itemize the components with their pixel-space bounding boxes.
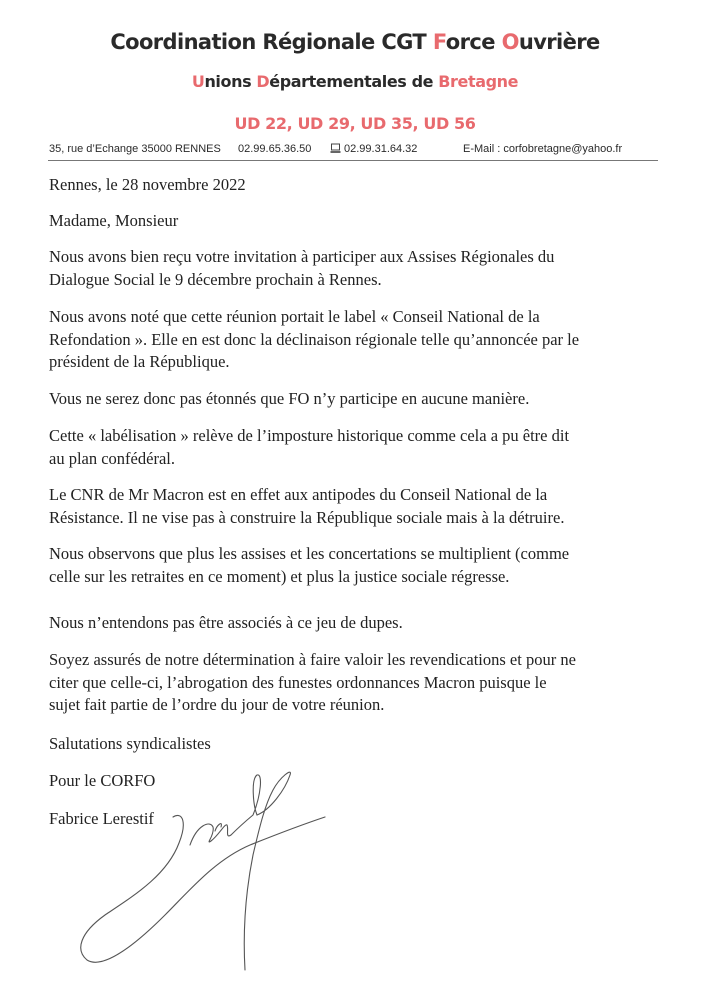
organization-title — [0, 30, 710, 54]
paragraph-line: Nous avons bien reçu votre invitation à participer aux Assises Régionales du — [49, 247, 555, 266]
header-divider — [48, 160, 658, 161]
paragraph-line: Cette « labélisation » relève de l’imposture historique comme cela a pu être dit — [49, 426, 570, 445]
paragraph — [49, 246, 554, 291]
contact-line — [49, 143, 655, 159]
paragraph — [49, 484, 564, 529]
paragraph-line: Nous avons noté que cette réunion portait le label « Conseil National de la — [49, 307, 540, 326]
paragraph — [49, 612, 403, 635]
paragraph — [49, 543, 569, 588]
handwritten-signature — [75, 765, 335, 975]
paragraph-line: au plan confédéral. — [49, 448, 175, 468]
subtitle-text: nions — [204, 72, 257, 91]
address: 35, rue d’Echange 35000 RENNES — [49, 143, 221, 155]
paragraph-line: Vous ne serez donc pas étonnés que FO n’y participe en aucune manière. — [49, 389, 530, 408]
paragraph-line: Dialogue Social le 9 décembre prochain à Rennes. — [49, 269, 382, 289]
paragraph-line: président de la République. — [49, 352, 230, 371]
closing: Salutations syndicalistes — [49, 734, 211, 753]
paragraph-line: Nous n’entendons pas être associés à ce jeu de dupes. — [49, 613, 403, 632]
subtitle-initial-u: U — [191, 72, 205, 91]
subtitle-initial-d: D — [256, 72, 270, 91]
paragraph-line: Nous observons que plus les assises et les concertations se multiplient (comme — [49, 544, 570, 563]
paragraph-line: celle sur les retraites en ce moment) et plus la justice sociale régresse. — [49, 566, 510, 586]
email[interactable]: E-Mail : corfobretagne@yahoo.fr — [463, 143, 623, 155]
title-initial-o: O — [501, 30, 519, 54]
union-units: UD 22, UD 29, UD 35, UD 56 — [234, 114, 476, 133]
title-initial-f: F — [432, 30, 446, 54]
paragraph — [49, 306, 579, 374]
paragraph-line: sujet fait partie de l’ordre du jour de votre réunion. — [49, 695, 385, 714]
fax-number: 02.99.31.64.32 — [344, 143, 418, 155]
title-text: uvrière — [518, 30, 600, 54]
paragraph-line: Refondation ». Elle en est donc la déclinaison régionale telle qu’annoncée par le — [49, 329, 580, 349]
organization-subtitle — [0, 72, 710, 91]
paragraph — [49, 425, 569, 470]
letter-date: Rennes, le 28 novembre 2022 — [49, 175, 246, 194]
subtitle-region: Bretagne — [438, 72, 519, 91]
signatory-name: Fabrice Lerestif — [49, 809, 154, 828]
title-text: Coordination Régionale CGT — [110, 30, 433, 54]
letter-salutation: Madame, Monsieur — [49, 211, 179, 230]
phone: 02.99.65.36.50 — [238, 143, 312, 155]
paragraph-line: Résistance. Il ne vise pas à construire la République sociale mais à la détruire. — [49, 507, 565, 527]
fax-icon — [330, 143, 341, 157]
subtitle-text: épartementales de — [269, 72, 439, 91]
paragraph — [49, 649, 576, 717]
title-text: orce — [445, 30, 502, 54]
paragraph — [49, 388, 529, 411]
paragraph-line: Le CNR de Mr Macron est en effet aux antipodes du Conseil National de la — [49, 485, 548, 504]
paragraph-line: Soyez assurés de notre détermination à faire valoir les revendications et pour ne — [49, 650, 576, 669]
signatory-org: Pour le CORFO — [49, 771, 156, 790]
paragraph-line: citer que celle-ci, l’abrogation des funestes ordonnances Macron puisque le — [49, 672, 547, 692]
